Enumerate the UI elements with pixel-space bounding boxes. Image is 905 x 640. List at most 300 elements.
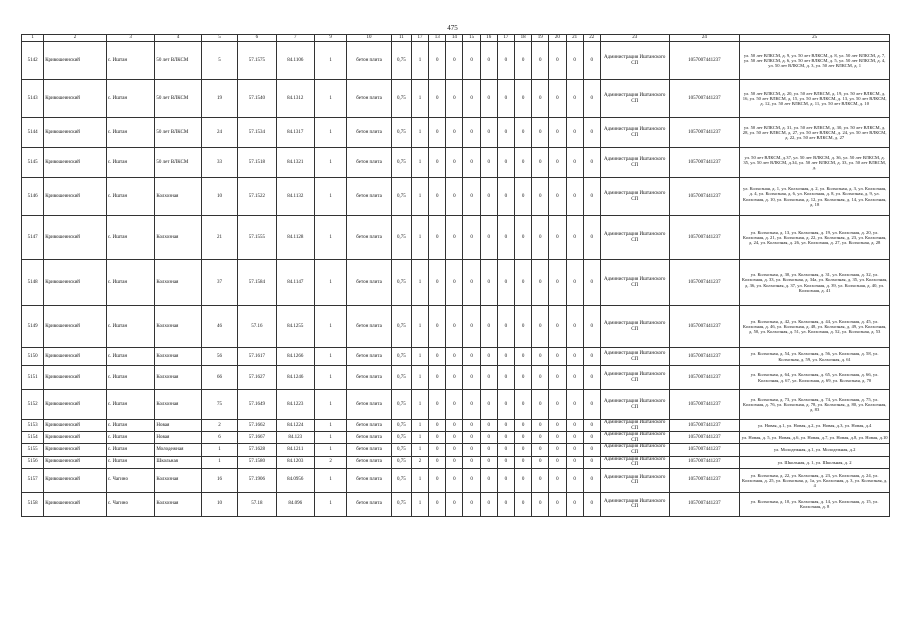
count-cell: 1 <box>314 468 346 492</box>
count-cell: 1 <box>314 148 346 178</box>
count-cell: 0 <box>532 42 549 80</box>
count-cell: 0 <box>446 148 463 178</box>
area-cell: 0,75 <box>391 420 411 432</box>
count-cell: 0 <box>480 492 497 516</box>
served-addresses-cell: ул. Колхозная, д. 13, ул. Колхозная, д. 19, ул. Колхозная, д. 20, ул. Колхозная, д. 21, ул. Колхозная, д. 22, ул. Колхозная, д. 23, ул. Колхозная, д. 24, ул. Колхозная, д. 26, ул. Колхозная, д. 27, ул. Колхозная, д. 28 <box>740 216 890 260</box>
district-cell: Кривошеинский <box>44 260 107 306</box>
count-cell: 0 <box>532 306 549 348</box>
count-cell: 0 <box>566 348 583 366</box>
count-cell: 0 <box>463 216 480 260</box>
district-cell: Кривошеинский <box>44 456 107 468</box>
street-cell: Молодежная <box>155 444 201 456</box>
surface-type-cell: бетон плита <box>347 366 391 390</box>
count-cell: 1 <box>314 118 346 148</box>
latitude-cell: 57.1534 <box>238 118 276 148</box>
locality-cell: с. Иштан <box>106 432 155 444</box>
street-cell: Новая <box>155 420 201 432</box>
served-addresses-cell: ул. Новая, д.1, ул. Новая, д.2, ул. Новая, д.3, ул. Новая, д.4 <box>740 420 890 432</box>
count-cell: 0 <box>497 456 514 468</box>
column-number: 17 <box>497 35 514 42</box>
count-cell: 0 <box>497 306 514 348</box>
owner-cell: Администрация Иштанского СП <box>600 80 669 118</box>
count-cell: 0 <box>515 42 532 80</box>
district-cell: Кривошеинский <box>44 492 107 516</box>
area-cell: 0,75 <box>391 42 411 80</box>
owner-cell: Администрация Иштанского СП <box>600 148 669 178</box>
longitude-cell: 84.1266 <box>276 348 314 366</box>
count-cell: 0 <box>583 118 600 148</box>
table-row <box>22 216 890 260</box>
count-cell: 1 <box>314 348 346 366</box>
served-addresses-cell: ул. Колхозная, д. 22, ул. Колхозная, д. 23, ул. Колхозная, д. 24, ул. Колхозная, д. 25, ул. Колхозная, д. 1а, ул. Колхозная, д. 3, ул. Колхозная, д. 4 <box>740 468 890 492</box>
area-cell: 0,75 <box>391 456 411 468</box>
street-cell: Колхозная <box>155 468 201 492</box>
count-cell: 0 <box>566 306 583 348</box>
count-cell: 0 <box>549 492 566 516</box>
longitude-cell: 84.1317 <box>276 118 314 148</box>
count-cell: 0 <box>532 178 549 216</box>
count-cell: 0 <box>515 366 532 390</box>
count-cell: 0 <box>583 178 600 216</box>
count-cell: 0 <box>566 80 583 118</box>
locality-cell: с. Иштан <box>106 216 155 260</box>
row-number: 5152 <box>22 390 44 420</box>
longitude-cell: 84.1224 <box>276 420 314 432</box>
surface-type-cell: бетон плита <box>347 306 391 348</box>
served-addresses-cell: ул. Колхозная, д. 73, ул. Колхозная, д. 74, ул. Колхозная, д. 75, ул. Колхозная, д. 76, ул. Колхозная, д. 78, ул. Колхозная, д. 80, ул. Колхозная, д. 83 <box>740 390 890 420</box>
count-cell: 1 <box>411 444 428 456</box>
served-addresses-cell: ул. 50 лет ВЛКСМ, д. 9, ул. 50 лет ВЛКСМ, д. 8, ул. 50 лет ВЛКСМ, д. 7, ул. 50 лет ВЛКСМ, д. 6, ул. 50 лет ВЛКСМ, д. 5, ул. 50 лет ВЛКСМ, д. 4, ул. 50 лет ВЛКСМ, д. 3, ул. 50 лет ВЛКСМ, д. 1 <box>740 42 890 80</box>
table-row <box>22 432 890 444</box>
count-cell: 0 <box>429 42 446 80</box>
locality-cell: с. Иштан <box>106 260 155 306</box>
latitude-cell: 57.1584 <box>238 260 276 306</box>
count-cell: 0 <box>549 148 566 178</box>
count-cell: 0 <box>566 432 583 444</box>
house-number-cell: 66 <box>201 366 237 390</box>
surface-type-cell: бетон плита <box>347 148 391 178</box>
house-number-cell: 19 <box>201 80 237 118</box>
longitude-cell: 84.1223 <box>276 390 314 420</box>
served-addresses-cell: ул. Молодежная, д.1, ул. Молодежная, д.2 <box>740 444 890 456</box>
count-cell: 0 <box>532 260 549 306</box>
table-row <box>22 348 890 366</box>
column-number: 13 <box>429 35 446 42</box>
house-number-cell: 75 <box>201 390 237 420</box>
surface-type-cell: бетон плита <box>347 178 391 216</box>
count-cell: 0 <box>583 42 600 80</box>
row-number: 5145 <box>22 148 44 178</box>
count-cell: 0 <box>566 42 583 80</box>
owner-cell: Администрация Иштанского СП <box>600 420 669 432</box>
row-number: 5153 <box>22 420 44 432</box>
count-cell: 0 <box>497 148 514 178</box>
ogrn-cell: 1057007441237 <box>669 260 740 306</box>
locality-cell: с. Иштан <box>106 390 155 420</box>
area-cell: 0,75 <box>391 178 411 216</box>
count-cell: 1 <box>411 178 428 216</box>
count-cell: 0 <box>463 178 480 216</box>
locality-cell: с. Иштан <box>106 80 155 118</box>
count-cell: 0 <box>549 468 566 492</box>
latitude-cell: 57.1518 <box>238 148 276 178</box>
count-cell: 0 <box>549 80 566 118</box>
area-cell: 0,75 <box>391 306 411 348</box>
count-cell: 0 <box>446 444 463 456</box>
locality-cell: с. Иштан <box>106 348 155 366</box>
column-number-row <box>22 35 890 42</box>
count-cell: 0 <box>446 492 463 516</box>
latitude-cell: 57.18 <box>238 492 276 516</box>
count-cell: 0 <box>549 260 566 306</box>
longitude-cell: 84.096 <box>276 492 314 516</box>
count-cell: 1 <box>411 348 428 366</box>
count-cell: 0 <box>446 432 463 444</box>
count-cell: 0 <box>549 42 566 80</box>
column-number: 16 <box>480 35 497 42</box>
count-cell: 0 <box>497 432 514 444</box>
count-cell: 0 <box>463 148 480 178</box>
surface-type-cell: бетон плита <box>347 444 391 456</box>
house-number-cell: 21 <box>201 216 237 260</box>
count-cell: 0 <box>566 468 583 492</box>
count-cell: 0 <box>566 456 583 468</box>
count-cell: 0 <box>463 306 480 348</box>
count-cell: 0 <box>549 432 566 444</box>
longitude-cell: 84.1147 <box>276 260 314 306</box>
count-cell: 0 <box>497 260 514 306</box>
longitude-cell: 84.1128 <box>276 216 314 260</box>
owner-cell: Администрация Иштанского СП <box>600 432 669 444</box>
owner-cell: Администрация Иштанского СП <box>600 260 669 306</box>
served-addresses-cell: ул. 50 лет ВЛКСМ, д. 31, ул. 50 лет ВЛКСМ, д. 30, ул. 50 лет ВЛКСМ, д. 28, ул. 50 лет ВЛКСМ, д. 27, ул. 50 лет ВЛКСМ, д. 24, ул. 50 лет ВЛКСМ, д. 22, ул. 50 лет ВЛКСМ, д. 27 <box>740 118 890 148</box>
locality-cell: с. Чагино <box>106 468 155 492</box>
count-cell: 1 <box>411 42 428 80</box>
house-number-cell: 5 <box>201 42 237 80</box>
column-number: 3 <box>106 35 155 42</box>
count-cell: 0 <box>446 216 463 260</box>
count-cell: 0 <box>480 260 497 306</box>
latitude-cell: 57.1667 <box>238 432 276 444</box>
longitude-cell: 84.1211 <box>276 444 314 456</box>
count-cell: 0 <box>532 432 549 444</box>
count-cell: 0 <box>515 178 532 216</box>
latitude-cell: 57.1522 <box>238 178 276 216</box>
district-cell: Кривошеинский <box>44 390 107 420</box>
area-cell: 0,75 <box>391 348 411 366</box>
count-cell: 0 <box>497 118 514 148</box>
count-cell: 1 <box>411 216 428 260</box>
locality-cell: с. Иштан <box>106 42 155 80</box>
count-cell: 0 <box>566 492 583 516</box>
area-cell: 0,75 <box>391 260 411 306</box>
surface-type-cell: бетон плита <box>347 118 391 148</box>
count-cell: 0 <box>463 420 480 432</box>
street-cell: 50 лет ВЛКСМ <box>155 42 201 80</box>
count-cell: 1 <box>411 306 428 348</box>
count-cell: 1 <box>314 260 346 306</box>
count-cell: 0 <box>549 348 566 366</box>
count-cell: 0 <box>549 118 566 148</box>
row-number: 5147 <box>22 216 44 260</box>
count-cell: 0 <box>583 148 600 178</box>
ogrn-cell: 1057007441237 <box>669 42 740 80</box>
count-cell: 0 <box>480 444 497 456</box>
count-cell: 0 <box>429 306 446 348</box>
count-cell: 1 <box>314 306 346 348</box>
count-cell: 0 <box>446 456 463 468</box>
count-cell: 0 <box>480 456 497 468</box>
count-cell: 0 <box>463 348 480 366</box>
ogrn-cell: 1057007441237 <box>669 492 740 516</box>
row-number: 5146 <box>22 178 44 216</box>
served-addresses-cell: ул. Колхозная, д. 30, ул. Колхозная, д. 31, ул. Колхозная, д. 32, ул. Колхозная, д. 33, ул. Колхозная, д. 34а, ул. Колхозная, д. 35, ул. Колхозная, д. 36, ул. Колхозная, д. 37, ул. Колхозная, д. 39, ул. Колхозная, д. 40, ул. Колхозная, д. 41 <box>740 260 890 306</box>
latitude-cell: 57.1575 <box>238 42 276 80</box>
count-cell: 1 <box>314 216 346 260</box>
table-row <box>22 444 890 456</box>
ogrn-cell: 1057007441237 <box>669 80 740 118</box>
surface-type-cell: бетон плита <box>347 348 391 366</box>
count-cell: 1 <box>314 444 346 456</box>
longitude-cell: 84.1203 <box>276 456 314 468</box>
area-cell: 0,75 <box>391 432 411 444</box>
count-cell: 0 <box>583 468 600 492</box>
count-cell: 0 <box>480 178 497 216</box>
page-number: 475 <box>447 24 458 32</box>
table-row <box>22 148 890 178</box>
count-cell: 0 <box>429 432 446 444</box>
count-cell: 0 <box>463 42 480 80</box>
house-number-cell: 1 <box>201 456 237 468</box>
ogrn-cell: 1057007441237 <box>669 306 740 348</box>
count-cell: 0 <box>497 366 514 390</box>
count-cell: 0 <box>463 366 480 390</box>
served-addresses-cell: ул. Колхозная, д. 64, ул. Колхозная, д. 65, ул. Колхозная, д. 66, ул. Колхозная, д. 67, ул. Колхозная, д. 69, ул. Колхозная, д. 70 <box>740 366 890 390</box>
count-cell: 0 <box>515 390 532 420</box>
count-cell: 1 <box>411 420 428 432</box>
area-cell: 0,75 <box>391 118 411 148</box>
column-number: 10 <box>347 35 391 42</box>
count-cell: 0 <box>566 420 583 432</box>
area-cell: 0,75 <box>391 492 411 516</box>
street-cell: 50 лет ВЛКСМ <box>155 148 201 178</box>
locality-cell: с. Иштан <box>106 444 155 456</box>
owner-cell: Администрация Иштанского СП <box>600 492 669 516</box>
count-cell: 0 <box>446 420 463 432</box>
ogrn-cell: 1057007441237 <box>669 178 740 216</box>
ogrn-cell: 1057007441237 <box>669 390 740 420</box>
owner-cell: Администрация Иштанского СП <box>600 216 669 260</box>
count-cell: 0 <box>515 306 532 348</box>
count-cell: 0 <box>532 118 549 148</box>
column-number: 18 <box>515 35 532 42</box>
street-cell: Колхозная <box>155 492 201 516</box>
count-cell: 0 <box>429 492 446 516</box>
count-cell: 0 <box>463 456 480 468</box>
count-cell: 0 <box>429 444 446 456</box>
table-row <box>22 366 890 390</box>
district-cell: Кривошеинский <box>44 118 107 148</box>
district-cell: Кривошеинский <box>44 468 107 492</box>
count-cell: 0 <box>532 444 549 456</box>
count-cell: 0 <box>497 468 514 492</box>
count-cell: 0 <box>515 432 532 444</box>
count-cell: 0 <box>429 420 446 432</box>
count-cell: 0 <box>532 492 549 516</box>
count-cell: 0 <box>566 444 583 456</box>
house-number-cell: 46 <box>201 306 237 348</box>
count-cell: 0 <box>566 118 583 148</box>
count-cell: 1 <box>314 366 346 390</box>
owner-cell: Администрация Иштанского СП <box>600 390 669 420</box>
row-number: 5157 <box>22 468 44 492</box>
count-cell: 0 <box>480 80 497 118</box>
count-cell: 0 <box>480 148 497 178</box>
latitude-cell: 57.1627 <box>238 366 276 390</box>
column-number: 22 <box>583 35 600 42</box>
count-cell: 0 <box>429 366 446 390</box>
count-cell: 1 <box>314 42 346 80</box>
latitude-cell: 57.1628 <box>238 444 276 456</box>
district-cell: Кривошеинский <box>44 366 107 390</box>
count-cell: 0 <box>446 178 463 216</box>
count-cell: 0 <box>549 178 566 216</box>
served-addresses-cell: ул. Колхозная, д. 1, ул. Колхозная, д. 2, ул. Колхозная, д. 3, ул. Колхозная, д. 4, ул. Колхозная, д. 6, ул. Колхозная, д. 8, ул. Колхозная, д. 9, ул. Колхозная, д. 10, ул. Колхозная, д. 12, ул. Колхозная, д. 14, ул. Колхозная, д. 18 <box>740 178 890 216</box>
count-cell: 0 <box>429 348 446 366</box>
count-cell: 0 <box>549 444 566 456</box>
locality-cell: с. Иштан <box>106 366 155 390</box>
street-cell: Колхозная <box>155 260 201 306</box>
served-addresses-cell: ул. Школьная, д. 1, ул. Школьная, д. 2 <box>740 456 890 468</box>
locality-cell: с. Чагино <box>106 492 155 516</box>
column-number: 17 <box>411 35 428 42</box>
count-cell: 0 <box>515 444 532 456</box>
count-cell: 0 <box>497 42 514 80</box>
count-cell: 0 <box>446 366 463 390</box>
district-cell: Кривошеинский <box>44 432 107 444</box>
locality-cell: с. Иштан <box>106 118 155 148</box>
count-cell: 1 <box>314 492 346 516</box>
count-cell: 0 <box>566 390 583 420</box>
count-cell: 0 <box>463 468 480 492</box>
count-cell: 0 <box>463 390 480 420</box>
surface-type-cell: бетон плита <box>347 42 391 80</box>
house-number-cell: 2 <box>201 420 237 432</box>
count-cell: 0 <box>549 366 566 390</box>
district-cell: Кривошеинский <box>44 80 107 118</box>
street-cell: Колхозная <box>155 348 201 366</box>
count-cell: 0 <box>583 306 600 348</box>
street-cell: 50 лет ВЛКСМ <box>155 118 201 148</box>
count-cell: 0 <box>583 456 600 468</box>
count-cell: 0 <box>566 260 583 306</box>
row-number: 5151 <box>22 366 44 390</box>
surface-type-cell: бетон плита <box>347 80 391 118</box>
locality-cell: с. Иштан <box>106 306 155 348</box>
count-cell: 0 <box>463 260 480 306</box>
count-cell: 0 <box>532 80 549 118</box>
table-row <box>22 468 890 492</box>
count-cell: 1 <box>411 260 428 306</box>
row-number: 5154 <box>22 432 44 444</box>
longitude-cell: 84.1255 <box>276 306 314 348</box>
surface-type-cell: бетон плита <box>347 390 391 420</box>
locality-cell: с. Иштан <box>106 178 155 216</box>
ogrn-cell: 1057007441237 <box>669 348 740 366</box>
count-cell: 0 <box>532 216 549 260</box>
row-number: 5143 <box>22 80 44 118</box>
count-cell: 0 <box>566 178 583 216</box>
count-cell: 0 <box>549 306 566 348</box>
street-cell: Школьная <box>155 456 201 468</box>
count-cell: 0 <box>566 216 583 260</box>
count-cell: 0 <box>515 260 532 306</box>
column-number: 4 <box>155 35 201 42</box>
count-cell: 0 <box>583 260 600 306</box>
count-cell: 0 <box>497 216 514 260</box>
count-cell: 0 <box>515 468 532 492</box>
house-number-cell: 24 <box>201 118 237 148</box>
column-number: 2 <box>44 35 107 42</box>
street-cell: Колхозная <box>155 366 201 390</box>
column-number: 15 <box>463 35 480 42</box>
count-cell: 0 <box>497 492 514 516</box>
column-number: 25 <box>740 35 890 42</box>
surface-type-cell: бетон плита <box>347 432 391 444</box>
locality-cell: с. Иштан <box>106 420 155 432</box>
count-cell: 0 <box>497 348 514 366</box>
count-cell: 0 <box>480 306 497 348</box>
count-cell: 0 <box>446 42 463 80</box>
count-cell: 0 <box>583 432 600 444</box>
count-cell: 0 <box>480 468 497 492</box>
count-cell: 1 <box>314 390 346 420</box>
served-addresses-cell: ул. 50 лет ВЛКСМ, д. 20, ул. 50 лет ВЛКСМ, д. 19, ул. 50 лет ВЛКСМ, д. 16, ул. 50 лет ВЛКСМ, д. 15, ул. 50 лет ВЛКСМ, д. 13, ул. 50 лет ВЛКСМ, д. 12, ул. 50 лет ВЛКСМ, д. 11, ул. 50 лет ВЛКСМ, д. 10 <box>740 80 890 118</box>
count-cell: 0 <box>429 118 446 148</box>
count-cell: 2 <box>314 456 346 468</box>
served-addresses-cell: ул. Новая, д. 5, ул. Новая, д.6, ул. Новая, д.7, ул. Новая, д.8, ул. Новая, д.10 <box>740 432 890 444</box>
area-cell: 0,75 <box>391 444 411 456</box>
column-number: 14 <box>446 35 463 42</box>
owner-cell: Администрация Иштанского СП <box>600 444 669 456</box>
count-cell: 0 <box>532 148 549 178</box>
served-addresses-cell: ул. Колхозная, д. 10, ул. Колхозная, д. 14, ул. Колхозная, д. 15, ул. Колхозная, д. 8 <box>740 492 890 516</box>
count-cell: 0 <box>446 260 463 306</box>
table-row <box>22 80 890 118</box>
longitude-cell: 84.1312 <box>276 80 314 118</box>
count-cell: 0 <box>583 390 600 420</box>
count-cell: 1 <box>411 148 428 178</box>
ogrn-cell: 1057007441237 <box>669 432 740 444</box>
longitude-cell: 84.1321 <box>276 148 314 178</box>
count-cell: 0 <box>532 348 549 366</box>
count-cell: 0 <box>480 366 497 390</box>
count-cell: 0 <box>532 366 549 390</box>
area-cell: 0,75 <box>391 468 411 492</box>
count-cell: 0 <box>515 348 532 366</box>
count-cell: 1 <box>314 432 346 444</box>
ogrn-cell: 1057007441237 <box>669 468 740 492</box>
count-cell: 0 <box>583 216 600 260</box>
street-cell: Колхозная <box>155 216 201 260</box>
table-row <box>22 118 890 148</box>
house-number-cell: 33 <box>201 148 237 178</box>
count-cell: 0 <box>515 456 532 468</box>
table-row <box>22 178 890 216</box>
latitude-cell: 57.1906 <box>238 468 276 492</box>
district-cell: Кривошеинский <box>44 348 107 366</box>
street-cell: Колхозная <box>155 306 201 348</box>
